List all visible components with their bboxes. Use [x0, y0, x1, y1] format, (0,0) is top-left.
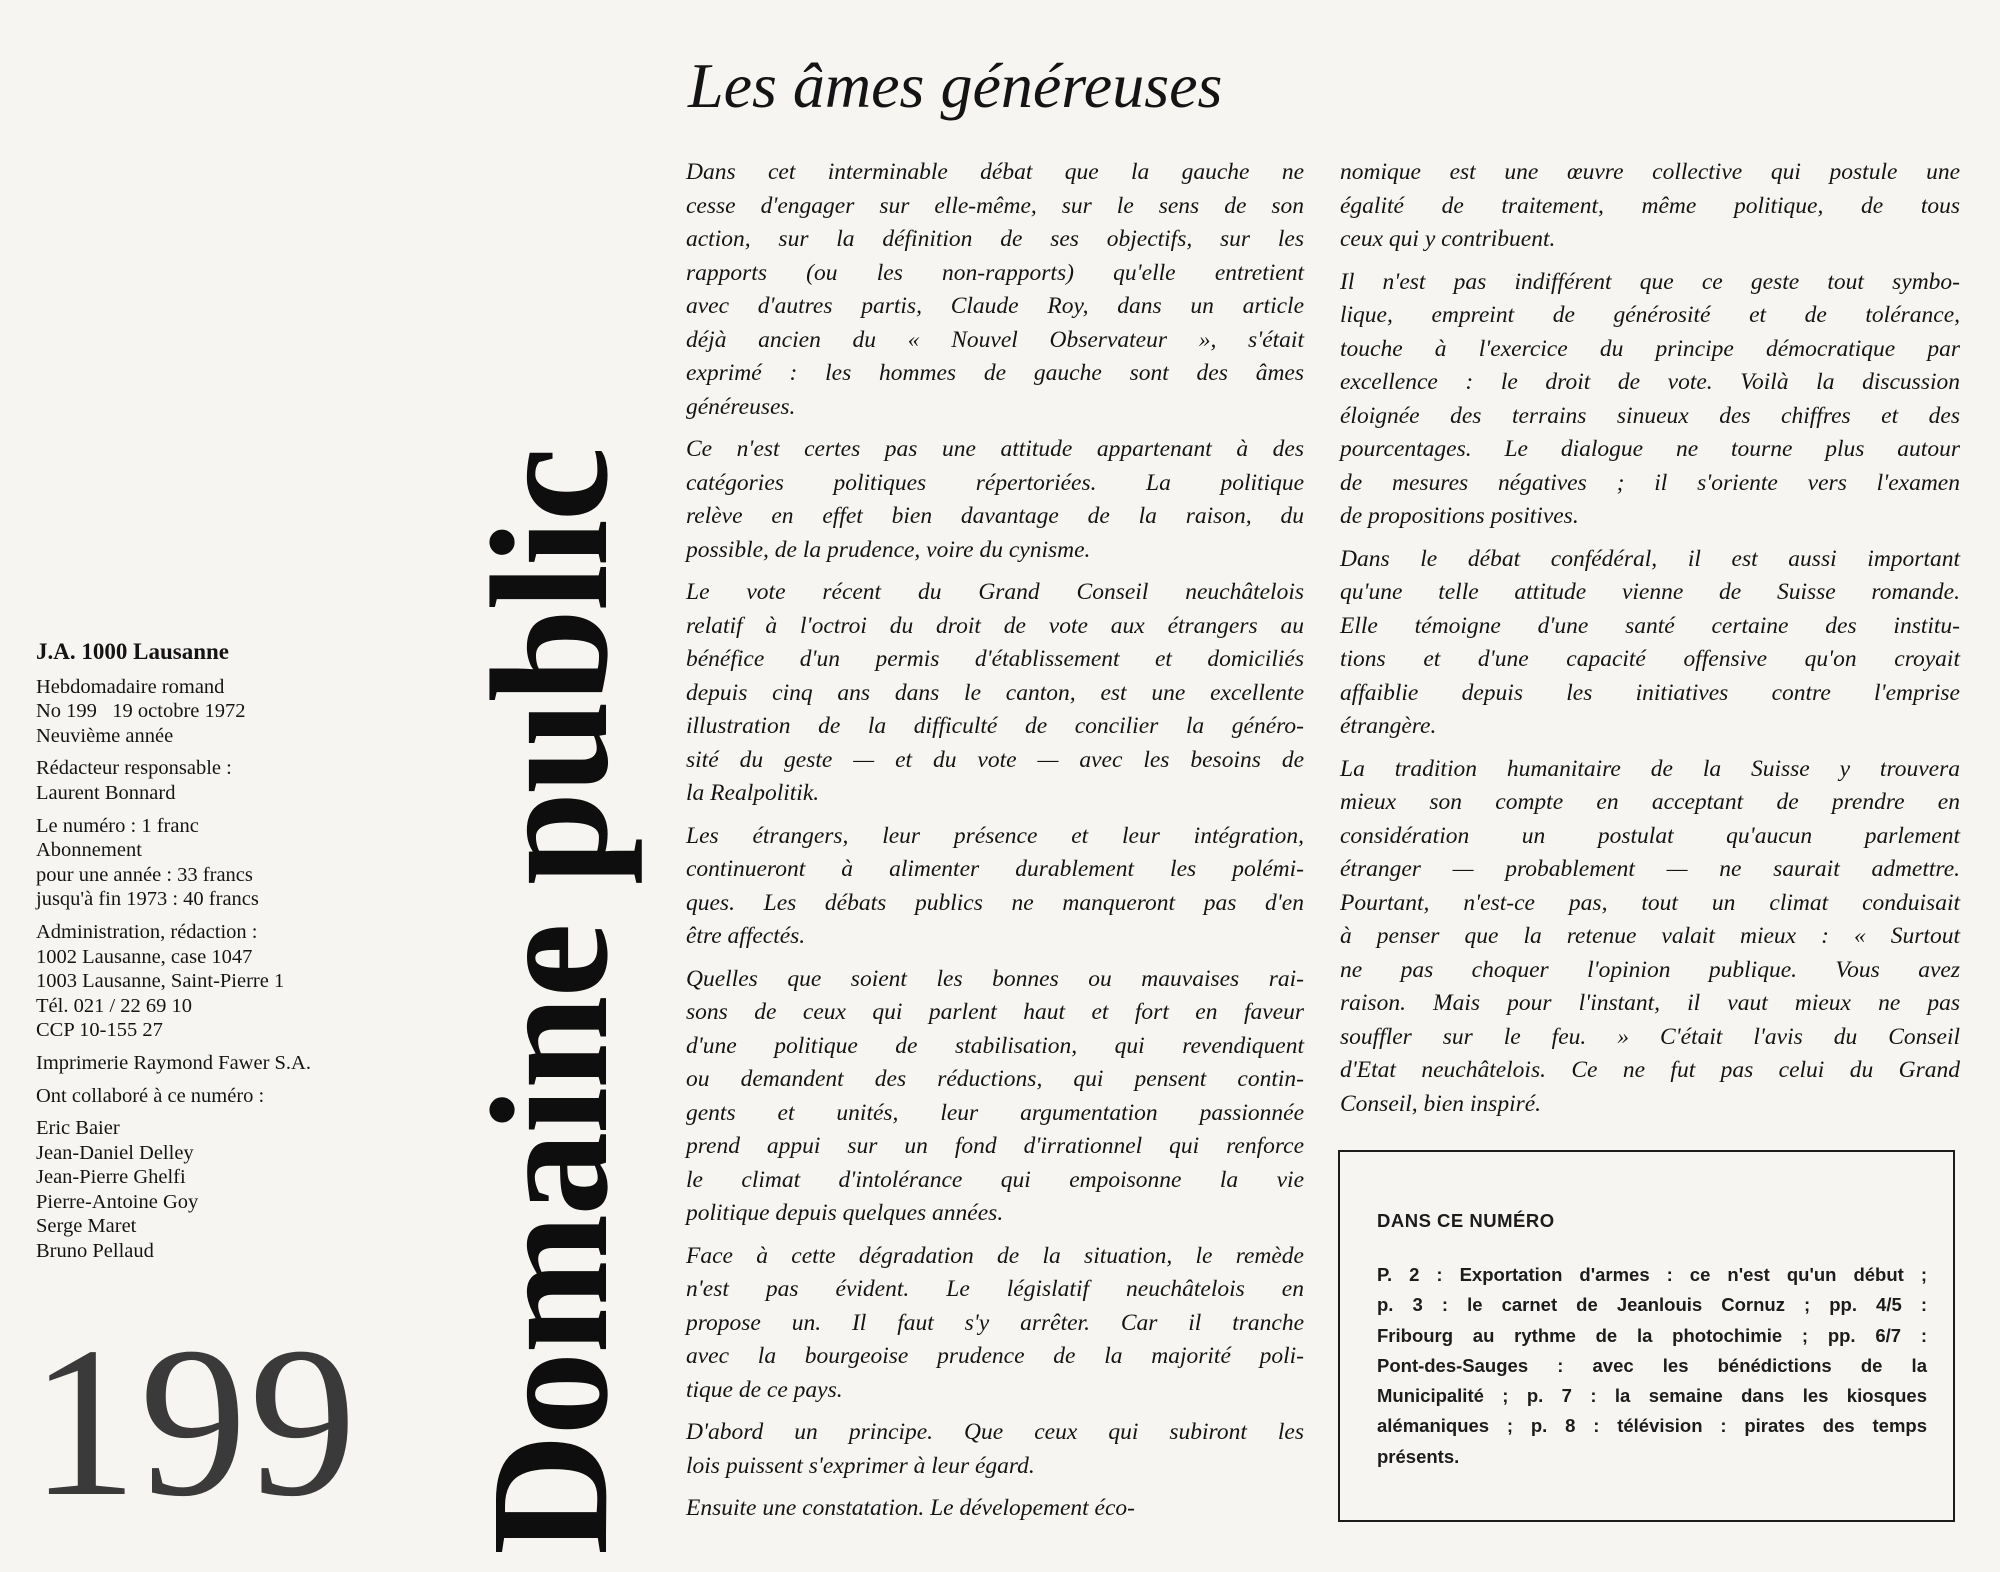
article-column-2	[1340, 156, 1960, 1130]
contents-line: Municipalité ; p. 7 : la semaine dans les kiosques	[1377, 1385, 1927, 1407]
article-line: tions et d'une capacité offensive qu'on croyait	[1340, 646, 1960, 672]
article-line: Conseil, bien inspiré.	[1340, 1090, 1542, 1117]
masthead-line: Bruno Pellaud	[36, 1240, 154, 1263]
article-column-1	[686, 156, 1304, 1535]
article-line: à penser que la retenue valait mieux : « Surtout	[1340, 923, 1960, 949]
article-line: nomique est une œuvre collective qui postule une	[1340, 159, 1960, 185]
article-line: lique, empreint de générosité et de tolérance,	[1340, 302, 1960, 328]
article-line: tique de ce pays.	[686, 1376, 843, 1403]
masthead-line: 1002 Lausanne, case 1047	[36, 945, 253, 968]
article-line: propose un. Il faut s'y arrêter. Car il tranche	[686, 1309, 1304, 1336]
article-line: La tradition humanitaire de la Suisse y trouvera	[1340, 755, 1960, 782]
masthead-block	[36, 675, 376, 749]
article-line: prend appui sur un fond d'irrationnel qui renforce	[686, 1133, 1304, 1159]
article-line: cesse d'engager sur elle-même, sur le sens de son	[686, 192, 1304, 219]
article-line: d'une politique de stabilisation, qui revendiquent	[686, 1032, 1304, 1059]
masthead-block	[36, 1084, 376, 1109]
article-line: étrangère.	[1340, 713, 1437, 739]
masthead	[36, 640, 376, 1272]
contents-line: Pont-des-Sauges : avec les bénédictions de la	[1377, 1354, 1927, 1376]
article-line: raison. Mais pour l'instant, il vaut mieux ne pas	[1340, 990, 1960, 1016]
article-line: mieux son compte en acceptant de prendre en	[1340, 789, 1960, 815]
masthead-line: jusqu'à fin 1973 : 40 francs	[36, 888, 259, 911]
masthead-line: Abonnement	[36, 839, 142, 862]
article-line: lois puissent s'exprimer à leur égard.	[686, 1452, 1035, 1479]
masthead-line: Eric Baier	[36, 1117, 120, 1140]
article-paragraph	[686, 576, 1304, 811]
article-title: Les âmes généreuses	[688, 50, 1223, 121]
contents-line: présents.	[1377, 1445, 1460, 1467]
masthead-line: Serge Maret	[36, 1215, 137, 1238]
publication-title: Domaine public	[457, 448, 643, 1555]
article-line: depuis cinq ans dans le canton, est une excellente	[686, 679, 1304, 706]
article-line: ceux qui y contribuent.	[1340, 226, 1556, 252]
article-line: catégories politiques répertoriées. La politique	[686, 469, 1304, 496]
article-line: Le vote récent du Grand Conseil neuchâtelois	[686, 579, 1304, 605]
article-line: de propositions positives.	[1340, 503, 1579, 529]
article-line: Elle témoigne d'une santé certaine des institu-	[1340, 612, 1960, 639]
article-line: être affectés.	[686, 923, 806, 949]
article-line: touche à l'exercice du principe démocratique par	[1340, 335, 1960, 362]
masthead-block	[36, 1051, 376, 1076]
masthead-line: Jean-Daniel Delley	[36, 1141, 194, 1164]
article-paragraph	[686, 1240, 1304, 1408]
article-line: possible, de la prudence, voire du cynisme.	[686, 536, 1091, 563]
masthead-line: Hebdomadaire romand	[36, 675, 225, 698]
contents-line: alémaniques ; p. 8 : télévision : pirates des temps	[1377, 1415, 1927, 1437]
article-line: action, sur la définition de ses objectifs, sur les	[686, 226, 1304, 252]
article-paragraph	[686, 433, 1304, 567]
contents-line: p. 3 : le carnet de Jeanlouis Cornuz ; pp. 4/5 :	[1377, 1294, 1927, 1316]
masthead-line: Tél. 021 / 22 69 10	[36, 994, 193, 1017]
masthead-line: No 199 19 octobre 1972	[36, 700, 246, 723]
masthead-details	[36, 675, 376, 1264]
article-line: rapports (ou les non-rapports) qu'elle entretient	[686, 259, 1304, 286]
masthead-line: Jean-Pierre Ghelfi	[36, 1166, 186, 1189]
masthead-line: Laurent Bonnard	[36, 781, 176, 804]
article-paragraph	[1340, 753, 1960, 1122]
article-line: n'est pas évident. Le législatif neuchâtelois en	[686, 1276, 1304, 1302]
article-paragraph	[686, 1492, 1304, 1526]
article-paragraph	[1340, 543, 1960, 744]
article-line: Pourtant, n'est-ce pas, tout un climat conduisait	[1340, 889, 1960, 916]
article-line: ne pas choquer l'opinion publique. Vous avez	[1340, 956, 1960, 983]
article-line: de mesures négatives ; il s'oriente vers l'examen	[1340, 469, 1960, 496]
article-line: bénéfice d'un permis d'établissement et domiciliés	[686, 646, 1304, 672]
article-line: relève en effet bien davantage de la raison, du	[686, 503, 1304, 529]
article-line: déjà ancien du « Nouvel Observateur », s'était	[686, 326, 1304, 353]
article-line: Ce n'est certes pas une attitude appartenant à des	[686, 436, 1304, 462]
article-paragraph	[686, 1416, 1304, 1483]
contents-heading: DANS CE NUMÉRO	[1377, 1210, 1555, 1231]
article-line: excellence : le droit de vote. Voilà la discussion	[1340, 369, 1960, 395]
contents-line: P. 2 : Exportation d'armes : ce n'est qu'un début ;	[1377, 1264, 1927, 1285]
article-line: sons de ceux qui parlent haut et fort en faveur	[686, 999, 1304, 1025]
article-line: éloignée des terrains sinueux des chiffres et des	[1340, 402, 1960, 429]
article-line: ou demandent des réductions, qui pensent contin-	[686, 1066, 1304, 1092]
article-paragraph	[686, 820, 1304, 954]
contents-box	[1338, 1150, 1955, 1522]
article-line: d'Etat neuchâtelois. Ce ne fut pas celui du Grand	[1340, 1057, 1960, 1083]
article-line: illustration de la difficulté de concilier la généro-	[686, 713, 1304, 739]
masthead-line: Rédacteur responsable :	[36, 757, 232, 780]
masthead-line: Ont collaboré à ce numéro :	[36, 1084, 265, 1107]
masthead-line: CCP 10-155 27	[36, 1019, 163, 1042]
article-line: égalité de traitement, même politique, de tous	[1340, 192, 1960, 219]
masthead-block	[36, 920, 376, 1043]
article-line: avec la bourgeoise prudence de la majorité poli-	[686, 1343, 1304, 1369]
article-line: qu'une telle attitude vienne de Suisse romande.	[1340, 579, 1960, 605]
masthead-line: Neuvième année	[36, 724, 174, 747]
article-paragraph	[686, 963, 1304, 1231]
masthead-block	[36, 814, 376, 912]
masthead-block	[36, 756, 376, 805]
article-line: politique depuis quelques années.	[686, 1200, 1004, 1226]
article-line: pourcentages. Le dialogue ne tourne plus autour	[1340, 436, 1960, 462]
masthead-line: Pierre-Antoine Goy	[36, 1190, 199, 1213]
article-line: le climat d'intolérance qui empoisonne la vie	[686, 1166, 1304, 1193]
article-line: sité du geste — et du vote — avec les besoins de	[686, 746, 1304, 773]
article-paragraph	[1340, 266, 1960, 534]
article-line: la Realpolitik.	[686, 780, 820, 806]
article-paragraph	[1340, 156, 1960, 257]
masthead-title: J.A. 1000 Lausanne	[36, 639, 229, 664]
masthead-line: pour une année : 33 francs	[36, 863, 253, 886]
article-line: étranger — probablement — ne saurait admettre.	[1340, 856, 1960, 882]
article-line: Les étrangers, leur présence et leur intégration,	[686, 822, 1304, 849]
masthead-line: Le numéro : 1 franc	[36, 814, 199, 837]
article-line: gents et unités, leur argumentation passionnée	[686, 1099, 1304, 1126]
article-line: ques. Les débats publics ne manqueront pas d'en	[686, 889, 1304, 916]
article-line: exprimé : les hommes de gauche sont des âmes	[686, 360, 1304, 386]
contents-line: Fribourg au rythme de la photochimie ; pp. 6/7 :	[1377, 1324, 1927, 1346]
article-line: Ensuite une constatation. Le dévelopement éco-	[686, 1495, 1135, 1521]
masthead-block	[36, 1116, 376, 1264]
article-paragraph	[686, 156, 1304, 424]
contents-list	[1377, 1260, 1927, 1472]
article-line: D'abord un principe. Que ceux qui subiront les	[686, 1419, 1304, 1445]
article-line: Il n'est pas indifférent que ce geste tout symbo-	[1340, 268, 1960, 295]
issue-number: 199	[30, 1302, 359, 1541]
masthead-line: Imprimerie Raymond Fawer S.A.	[36, 1051, 311, 1074]
article-line: généreuses.	[686, 393, 796, 420]
article-line: avec d'autres partis, Claude Roy, dans un article	[686, 293, 1304, 319]
article-line: relatif à l'octroi du droit de vote aux étrangers au	[686, 612, 1304, 639]
article-line: Face à cette dégradation de la situation, le remède	[686, 1242, 1304, 1269]
masthead-line: 1003 Lausanne, Saint-Pierre 1	[36, 970, 285, 993]
article-line: Quelles que soient les bonnes ou mauvaises rai-	[686, 965, 1304, 992]
article-line: continueront à alimenter durablement les polémi-	[686, 856, 1304, 882]
article-line: souffler sur le feu. » C'était l'avis du Conseil	[1340, 1023, 1960, 1050]
article-line: considération un postulat qu'aucun parlement	[1340, 822, 1960, 849]
article-line: affaiblie depuis les initiatives contre l'emprise	[1340, 679, 1960, 706]
article-line: Dans le débat confédéral, il est aussi important	[1340, 545, 1960, 572]
article-line: Dans cet interminable débat que la gauche ne	[686, 159, 1304, 185]
masthead-line: Administration, rédaction :	[36, 920, 258, 943]
